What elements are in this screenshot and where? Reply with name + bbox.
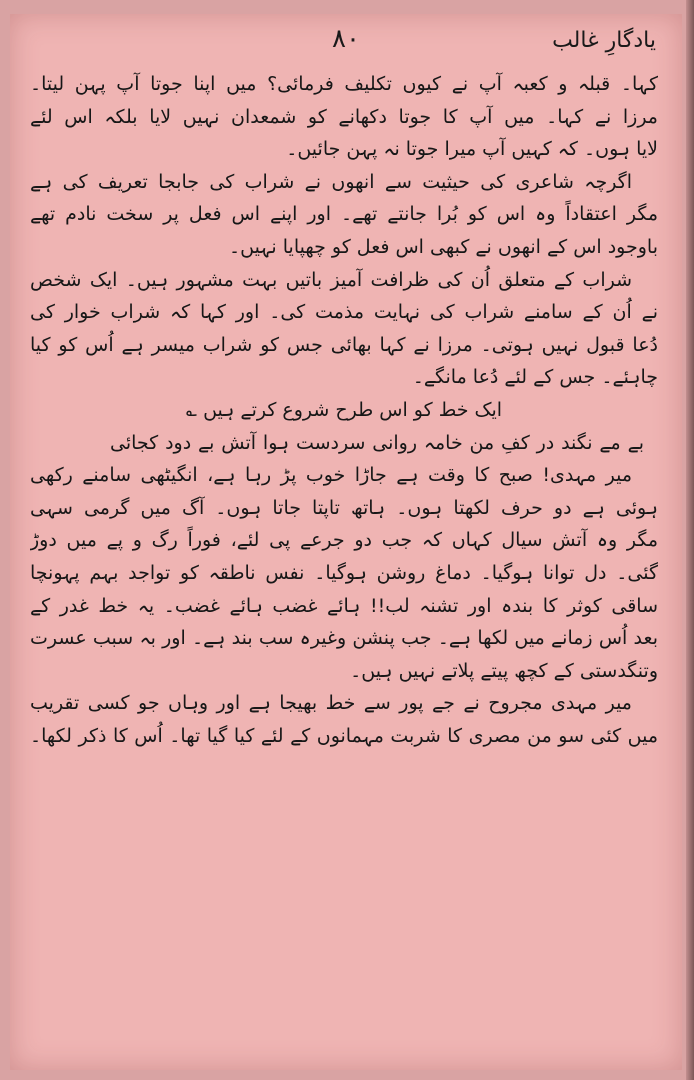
text-line: شراب کے متعلق اُن کی ظرافت آمیز باتیں بہت مشہور ہیں۔ ایک شخص (30, 268, 632, 291)
text-line: اگرچہ شاعری کی حیثیت سے انھوں نے شراب کی جابجا تعریف کی ہے (30, 170, 632, 193)
text-line: باوجود اس کے انھوں نے کبھی اس فعل کو چھپایا نہیں۔ (228, 235, 658, 258)
text-line: کہا۔ قبلہ و کعبہ آپ نے کیوں تکلیف فرمائی؟ میں اپنا جوتا آپ پہن لیتا۔ (30, 73, 658, 95)
text-line: گئی۔ دل توانا ہوگیا۔ دماغ روشن ہوگیا۔ نفس ناطقہ کو تواجد بہم پہونچا (30, 561, 658, 584)
text-line: مرزا نے کہا۔ میں آپ کا جوتا دکھانے کو شمعدان نہیں لایا بلکہ اس لئے (30, 105, 658, 128)
book-spine-edge (686, 0, 694, 1080)
text-line: مگر وہ آتش سیال کہاں کہ جب دو جرعے پی لئے، فوراً رگ و پے میں دوڑ (30, 529, 658, 552)
page-header (36, 20, 656, 68)
text-line: بعد اُس زمانے میں لکھا ہے۔ جب پنشن وغیرہ سب بند ہے۔ اور بہ سبب عسرت (30, 627, 658, 650)
text-line: ہوئی ہے دو حرف لکھتا ہوں۔ ہاتھ تاپتا جاتا ہوں۔ آگ میں گرمی سہی (30, 496, 658, 519)
text-line: میر مہدی مجروح نے جے پور سے خط بھیجا ہے اور وہاں جو کسی تقریب (30, 692, 632, 715)
text-line: دُعا قبول نہیں ہوتی۔ مرزا نے کہا بھائی جس کو شراب میسر ہے اُس کو کیا (30, 333, 658, 356)
running-title: یادگارِ غالب (552, 28, 656, 53)
text-line: لایا ہوں۔ کہ کہیں آپ میرا جوتا نہ پہن جائیں۔ (286, 138, 658, 161)
text-line: ساقی کوثر کا بندہ اور تشنہ لب!! ہائے غضب ہائے غضب۔ یہ خط غدر کے (30, 594, 658, 617)
text-line: وتنگدستی کے کچھ پیتے پلاتے نہیں ہیں۔ (350, 659, 658, 682)
text-line: میں کئی سو من مصری کا شربت مہمانوں کے لئے کیا گیا تھا۔ اُس کا ذکر لکھا۔ (30, 724, 658, 747)
page-body-text (30, 68, 658, 752)
text-line: ایک خط کو اس طرح شروع کرتے ہیں ؎ (185, 398, 503, 421)
text-line: نے اُن کے سامنے شراب کی نہایت مذمت کی۔ اور کہا کہ شراب خوار کی (30, 301, 658, 324)
verse-line: بے مے نگند در کفِ من خامہ روانی سردست ہوا آتش بے دود کجائی (110, 431, 644, 454)
text-line: مگر اعتقاداً وہ اس کو بُرا جانتے تھے۔ اور اپنے اس فعل پر سخت نادم تھے (30, 203, 658, 226)
text-line: چاہئے۔ جس کے لئے دُعا مانگے۔ (412, 366, 658, 389)
page-number: ۸۰ (332, 24, 360, 54)
text-line: میر مہدی! صبح کا وقت ہے جاڑا خوب پڑ رہا ہے، انگیٹھی سامنے رکھی (30, 464, 632, 487)
